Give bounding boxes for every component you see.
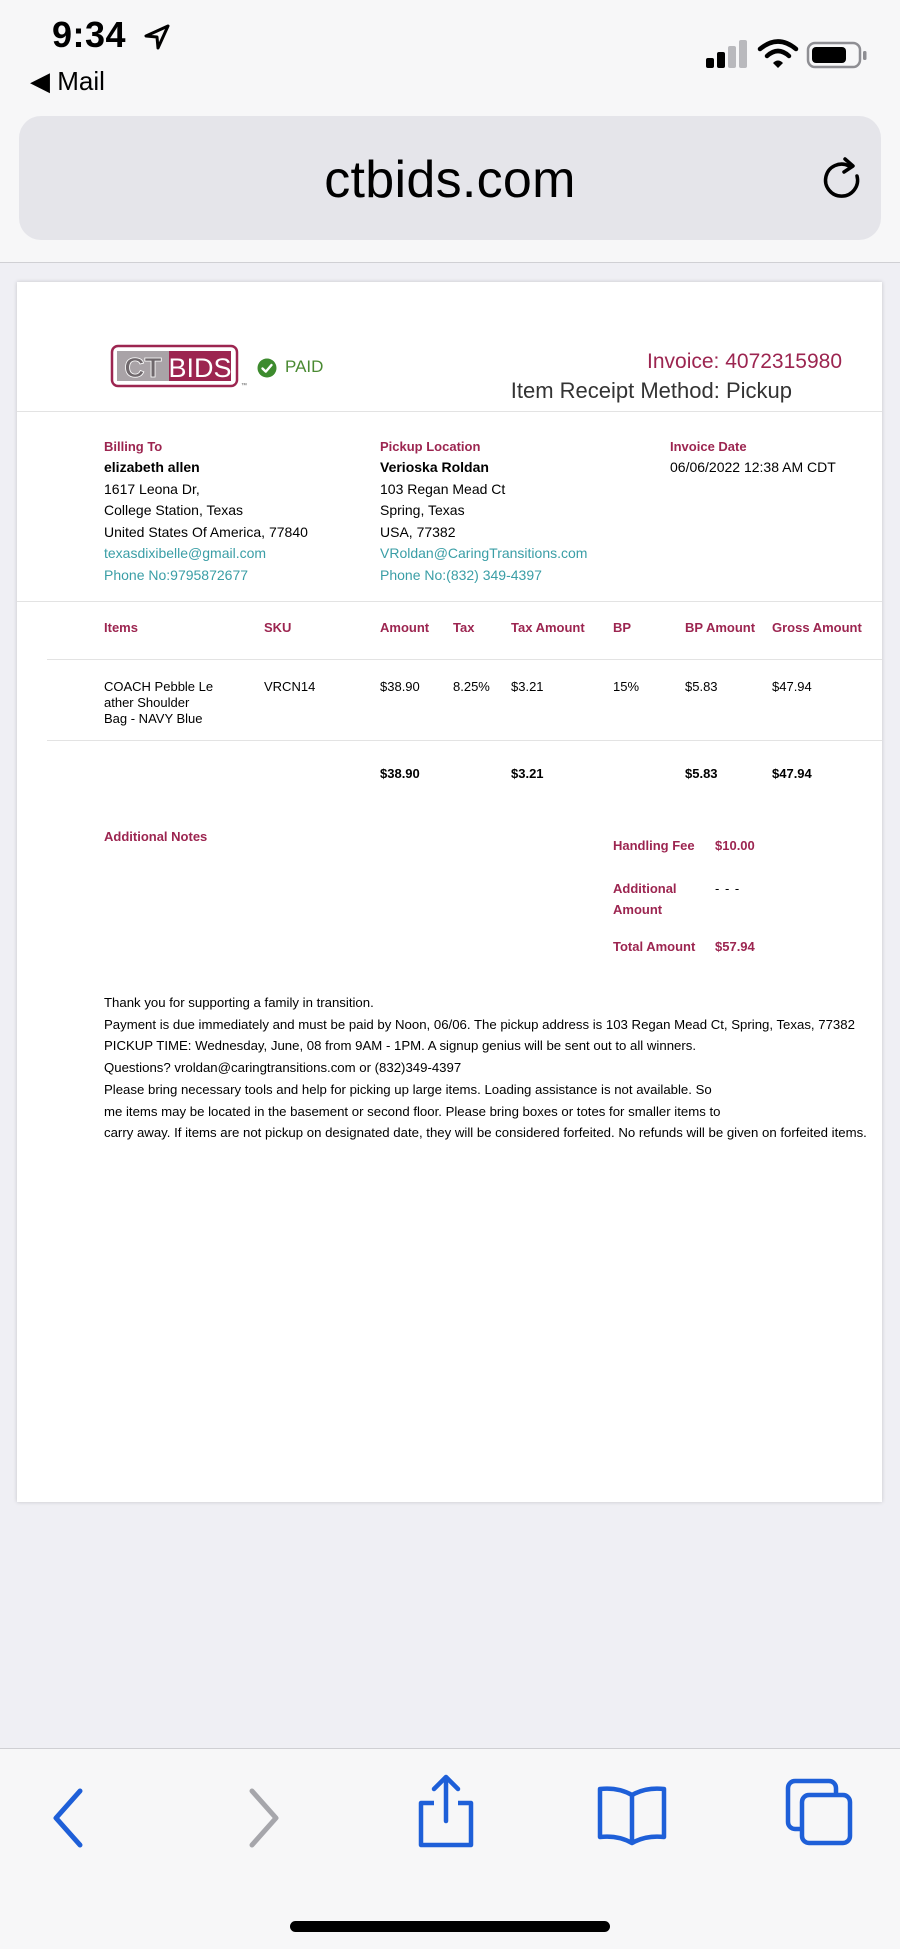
item-description-line: COACH Pebble Le [104, 679, 214, 694]
paid-check-icon [257, 358, 277, 378]
bookmarks-icon[interactable] [596, 1783, 668, 1845]
item-tax-amount: $3.21 [511, 679, 544, 694]
billing-address-2: College Station, Texas [104, 502, 244, 518]
forward-arrow-icon[interactable] [244, 1785, 284, 1851]
item-amount: $38.90 [380, 679, 420, 694]
billing-phone-link[interactable]: Phone No:9795872677 [104, 566, 249, 583]
billing-address-1: 1617 Leona Dr, [104, 480, 200, 497]
additional-amount-value: - - - [715, 881, 741, 896]
url-text[interactable]: ctbids.com [324, 151, 576, 209]
address-bar[interactable] [19, 116, 881, 240]
receipt-method: Item Receipt Method: Pickup [510, 378, 792, 403]
item-description-line: Bag - NAVY Blue [104, 711, 203, 726]
handling-fee-value: $10.00 [715, 838, 755, 853]
pickup-name: Verioska Roldan [380, 459, 489, 475]
additional-amount-label-line: Amount [613, 902, 663, 917]
table-header-divider [47, 659, 882, 660]
invoice-date-heading: Invoice Date [670, 439, 747, 454]
item-description-line: ather Shoulder [104, 695, 190, 710]
invoice-date-value: 06/06/2022 12:38 AM CDT [670, 459, 836, 475]
pickup-address-2: Spring, Texas [380, 502, 465, 518]
col-header-items: Items [104, 620, 138, 635]
notes-line: PICKUP TIME: Wednesday, June, 08 from 9AM - 1PM. A signup genius will be sent out to all winners. [104, 1038, 697, 1054]
item-bp-amount: $5.83 [685, 679, 718, 694]
col-header-bp-amount: BP Amount [685, 620, 756, 635]
notes-line: Payment is due immediately and must be paid by Noon, 06/06. The pickup address is 103 Regan Mead Ct, Spring, Texas, 77382 [104, 1016, 855, 1032]
svg-text:CT: CT [124, 352, 162, 383]
total-amount-cell: $38.90 [380, 766, 420, 781]
home-indicator[interactable] [290, 1921, 610, 1932]
col-header-tax: Tax [453, 620, 475, 635]
item-tax: 8.25% [453, 679, 490, 694]
additional-amount-label [613, 878, 677, 920]
billing-name: elizabeth allen [104, 459, 200, 475]
total-amount-label: Total Amount [613, 939, 696, 954]
browser-toolbar [0, 1748, 900, 1949]
browser-address-area [0, 110, 900, 263]
notes-line: me items may be located in the basement or second floor. Please bring boxes or totes for smaller items to [104, 1103, 721, 1119]
billing-address-3: United States Of America, 77840 [104, 523, 308, 540]
col-header-amount: Amount [380, 620, 430, 635]
notes-line: Questions? vroldan@caringtransitions.com or (832)349-4397 [104, 1060, 462, 1076]
pickup-address-3: USA, 77382 [380, 523, 456, 540]
cellular-signal-icon [704, 40, 750, 70]
col-header-sku: SKU [264, 620, 292, 635]
invoice-notes [104, 992, 867, 1144]
reload-icon[interactable] [819, 156, 867, 208]
additional-notes-heading: Additional Notes [104, 829, 208, 844]
pickup-block [380, 457, 587, 586]
item-sku: VRCN14 [264, 679, 316, 694]
total-gross-amount-cell: $47.94 [772, 766, 812, 781]
billing-block [104, 457, 308, 586]
col-header-gross-amount: Gross Amount [772, 620, 862, 635]
item-bp: 15% [613, 679, 640, 694]
ctbids-logo [111, 345, 245, 389]
location-arrow-icon [142, 22, 172, 52]
tabs-icon[interactable] [784, 1777, 854, 1847]
battery-icon [806, 40, 868, 70]
paid-status-label: PAID [285, 357, 324, 376]
notes-line: Thank you for supporting a family in transition. [104, 995, 374, 1010]
invoice-document [17, 282, 882, 1502]
back-arrow-icon[interactable] [48, 1785, 88, 1851]
handling-fee-label: Handling Fee [613, 838, 695, 853]
share-icon[interactable] [416, 1773, 476, 1849]
billing-email-link[interactable]: texasdixibelle@gmail.com [104, 545, 267, 561]
col-header-bp: BP [613, 620, 632, 635]
notes-line: Please bring necessary tools and help for picking up large items. Loading assistance is not available. So [104, 1081, 712, 1097]
total-tax-amount-cell: $3.21 [511, 766, 544, 781]
pickup-phone-link[interactable]: Phone No:(832) 349-4397 [380, 566, 542, 583]
svg-text:™: ™ [241, 383, 247, 389]
total-amount-value: $57.94 [715, 939, 755, 954]
info-divider [17, 601, 882, 602]
table-row-divider [47, 740, 882, 741]
notes-line: carry away. If items are not pickup on designated date, they will be considered forfeited. No refunds will be given on forfeited items. [104, 1125, 867, 1141]
back-to-mail-link[interactable]: ◀ Mail [30, 66, 105, 96]
col-header-tax-amount: Tax Amount [511, 620, 585, 635]
invoice-number: Invoice: 4072315980 [647, 350, 842, 373]
pickup-address-1: 103 Regan Mead Ct [380, 480, 506, 497]
pickup-heading: Pickup Location [380, 439, 481, 454]
billing-heading: Billing To [104, 439, 163, 454]
header-divider [17, 411, 882, 412]
wifi-icon [758, 38, 798, 70]
status-bar [0, 0, 900, 110]
additional-amount-label-line: Additional [613, 881, 677, 896]
status-time: 9:34 [52, 14, 127, 55]
svg-text:BIDS: BIDS [168, 353, 232, 383]
pickup-email-link[interactable]: VRoldan@CaringTransitions.com [380, 545, 588, 561]
total-bp-amount-cell: $5.83 [685, 766, 718, 781]
item-description [104, 679, 213, 727]
item-gross-amount: $47.94 [772, 679, 812, 694]
